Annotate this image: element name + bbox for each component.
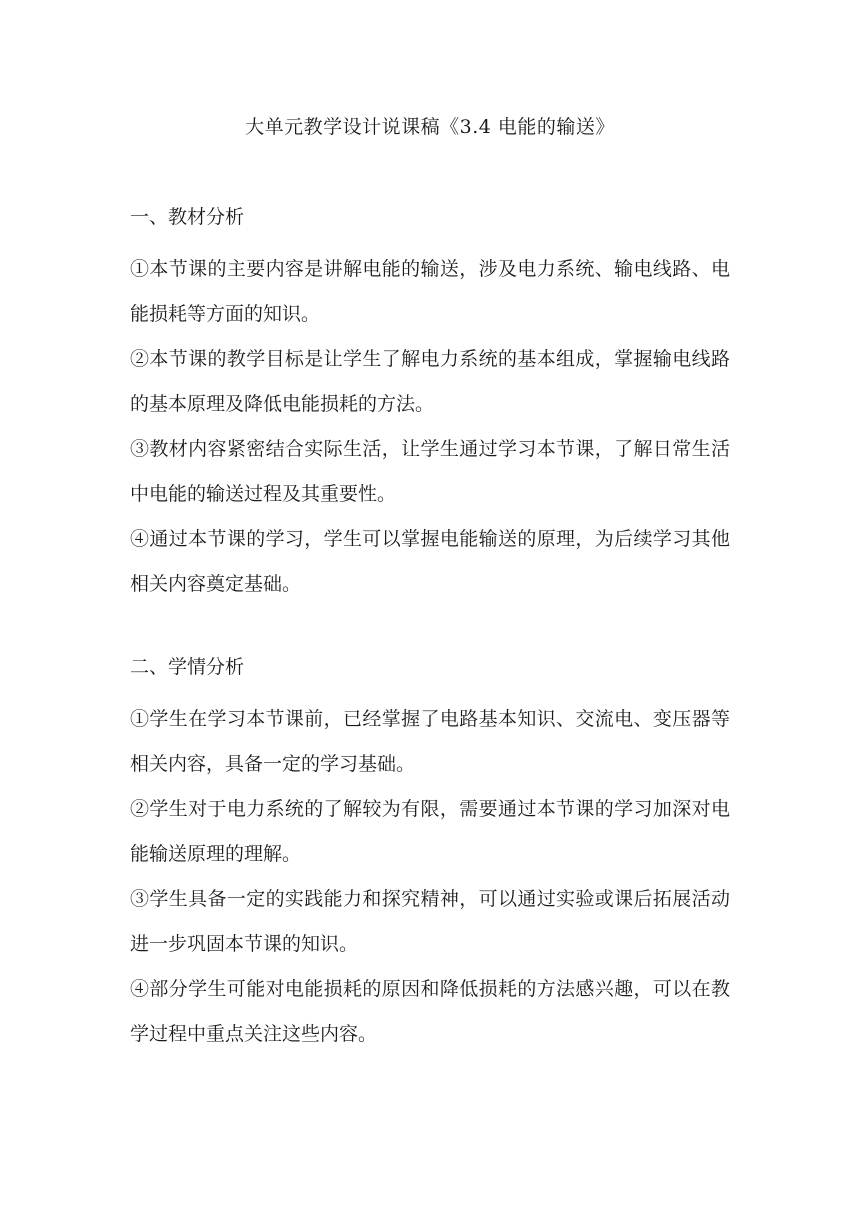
section-heading: 二、学情分析 bbox=[130, 656, 245, 678]
paragraph-item: ②本节课的教学目标是让学生了解电力系统的基本组成，掌握输电线路的基本原理及降低电能损耗的方法。 bbox=[130, 348, 730, 415]
paragraph-item: ③教材内容紧密结合实际生活，让学生通过学习本节课，了解日常生活中电能的输送过程及其重要性。 bbox=[130, 438, 730, 505]
paragraph-item: ④部分学生可能对电能损耗的原因和降低损耗的方法感兴趣，可以在教学过程中重点关注这些内容。 bbox=[130, 978, 730, 1045]
paragraph-item: ①学生在学习本节课前，已经掌握了电路基本知识、交流电、变压器等相关内容，具备一定的学习基础。 bbox=[130, 708, 730, 775]
section-student-analysis bbox=[130, 652, 730, 1057]
document-title: 大单元教学设计说课稿《3.4 电能的输送》 bbox=[245, 116, 615, 138]
section-heading: 一、教材分析 bbox=[130, 206, 245, 228]
section-textbook-analysis bbox=[130, 202, 730, 607]
paragraph-item: ④通过本节课的学习，学生可以掌握电能输送的原理，为后续学习其他相关内容奠定基础。 bbox=[130, 528, 730, 595]
paragraph-item: ②学生对于电力系统的了解较为有限，需要通过本节课的学习加深对电能输送原理的理解。 bbox=[130, 798, 730, 865]
paragraph-item: ③学生具备一定的实践能力和探究精神，可以通过实验或课后拓展活动进一步巩固本节课的知识。 bbox=[130, 888, 730, 955]
paragraph-item: ①本节课的主要内容是讲解电能的输送，涉及电力系统、输电线路、电能损耗等方面的知识。 bbox=[130, 258, 730, 325]
